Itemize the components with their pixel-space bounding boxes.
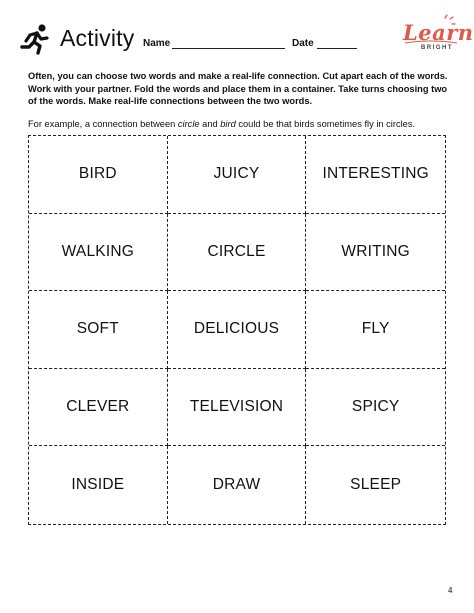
word-card[interactable]: CLEVER: [29, 369, 168, 447]
word-card[interactable]: BIRD: [29, 136, 168, 214]
instructions: Often, you can choose two words and make a real-life connection. Cut apart each of the words. Work with your partner. Fold the words and place them in a container. Take turns choosing two of the words. Make real-life connections between the two words.: [28, 71, 448, 106]
word-card[interactable]: DRAW: [168, 446, 307, 524]
example-prefix: For example, a connection between: [28, 119, 178, 129]
name-field[interactable]: [172, 48, 285, 49]
name-label: Name: [143, 38, 171, 49]
activity-title: Activity: [60, 25, 135, 51]
word-card[interactable]: WRITING: [306, 214, 445, 292]
date-field[interactable]: [317, 48, 357, 49]
logo-subtitle: BRIGHT: [421, 45, 453, 51]
word-card[interactable]: INSIDE: [29, 446, 168, 524]
page-number: 4: [448, 586, 453, 595]
word-card[interactable]: TELEVISION: [168, 369, 307, 447]
word-card[interactable]: WALKING: [29, 214, 168, 292]
example-middle: and: [199, 119, 221, 129]
worksheet-header: [0, 0, 474, 70]
example-text: [28, 118, 458, 130]
learn-bright-logo: [395, 14, 474, 58]
word-card-grid: [28, 135, 446, 525]
word-card[interactable]: SPICY: [306, 369, 445, 447]
running-person-icon: [18, 22, 52, 56]
example-word-2: bird: [220, 119, 236, 129]
logo-word: Learn: [403, 20, 474, 45]
word-card[interactable]: CIRCLE: [168, 214, 307, 292]
example-word-1: circle: [177, 119, 200, 129]
word-card[interactable]: SOFT: [29, 291, 168, 369]
word-card[interactable]: DELICIOUS: [168, 291, 307, 369]
example-suffix: could be that birds sometimes fly in circles.: [235, 119, 416, 129]
word-card[interactable]: SLEEP: [350, 476, 402, 494]
date-label: Date: [292, 38, 314, 49]
word-card[interactable]: FLY: [306, 291, 445, 369]
word-card[interactable]: INTERESTING: [306, 136, 445, 214]
word-card[interactable]: JUICY: [168, 136, 307, 214]
